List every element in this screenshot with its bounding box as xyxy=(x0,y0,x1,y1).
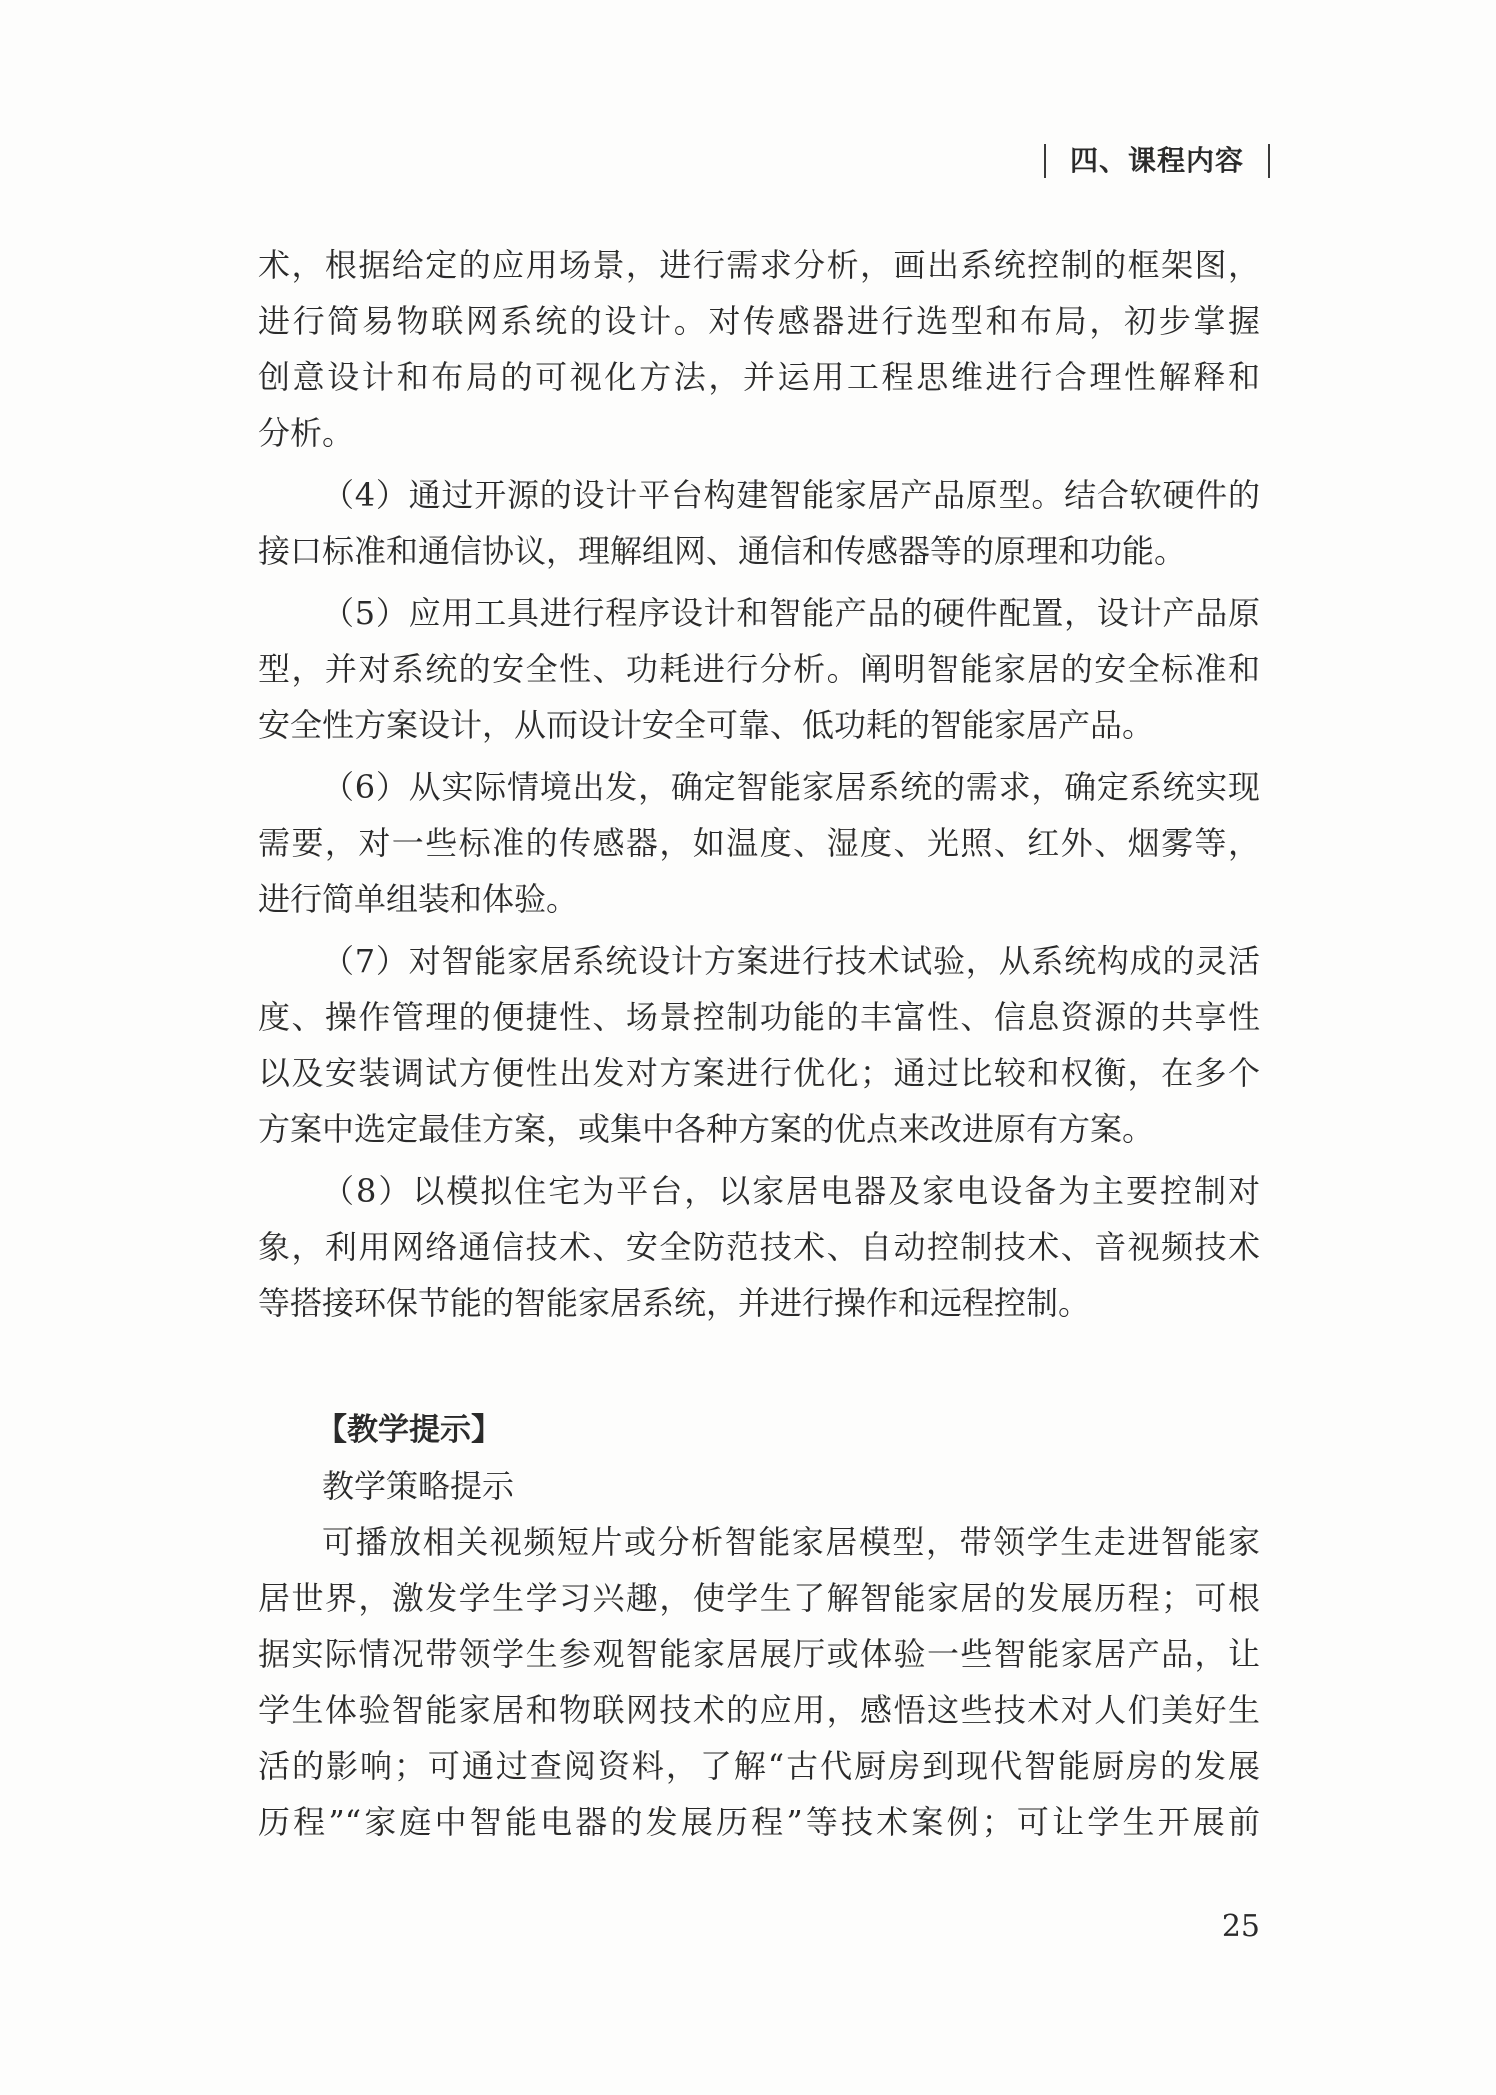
text-line: 历程”“家庭中智能电器的发展历程”等技术案例；可让学生开展前 xyxy=(258,1803,1260,1841)
text-line: 需要，对一些标准的传感器，如温度、湿度、光照、红外、烟雾等， xyxy=(258,824,1260,862)
text-line: 术，根据给定的应用场景，进行需求分析，画出系统控制的框架图， xyxy=(258,246,1260,284)
text-line: 创意设计和布局的可视化方法，并运用工程思维进行合理性解释和 xyxy=(258,358,1260,396)
text-line: （6）从实际情境出发，确定智能家居系统的需求，确定系统实现 xyxy=(322,768,1260,806)
paragraph-item-8 xyxy=(258,1163,1260,1331)
text-line: 象，利用网络通信技术、安全防范技术、自动控制技术、音视频技术 xyxy=(258,1228,1260,1266)
teaching-tips-section xyxy=(258,1402,1260,1850)
text-line: 活的影响；可通过查阅资料，了解“古代厨房到现代智能厨房的发展 xyxy=(258,1747,1260,1785)
header-left-divider xyxy=(1044,144,1046,178)
text-line: 可播放相关视频短片或分析智能家居模型，带领学生走进智能家 xyxy=(322,1523,1260,1561)
text-line: （5）应用工具进行程序设计和智能产品的硬件配置，设计产品原 xyxy=(322,594,1260,632)
paragraph-item-6 xyxy=(258,759,1260,927)
text-line: 学生体验智能家居和物联网技术的应用，感悟这些技术对人们美好生 xyxy=(258,1691,1260,1729)
text-line: 进行简易物联网系统的设计。对传感器进行选型和布局，初步掌握 xyxy=(258,302,1260,340)
text-line: 安全性方案设计，从而设计安全可靠、低功耗的智能家居产品。 xyxy=(258,706,1155,744)
section-subheading: 教学策略提示 xyxy=(322,1467,515,1505)
text-line: 接口标准和通信协议，理解组网、通信和传感器等的原理和功能。 xyxy=(258,532,1187,570)
paragraph-item-5 xyxy=(258,585,1260,753)
text-line: 据实际情况带领学生参观智能家居展厅或体验一些智能家居产品，让 xyxy=(258,1635,1260,1673)
text-line: 度、操作管理的便捷性、场景控制功能的丰富性、信息资源的共享性 xyxy=(258,998,1260,1036)
section-title: 四、课程内容 xyxy=(1069,144,1244,177)
text-line: （7）对智能家居系统设计方案进行技术试验，从系统构成的灵活 xyxy=(322,942,1260,980)
text-line: 进行简单组装和体验。 xyxy=(258,880,579,918)
page-number: 25 xyxy=(1221,1909,1260,1944)
header-right-divider xyxy=(1268,144,1270,178)
text-line: 以及安装调试方便性出发对方案进行优化；通过比较和权衡，在多个 xyxy=(258,1054,1260,1092)
text-line: （4）通过开源的设计平台构建智能家居产品原型。结合软硬件的 xyxy=(322,476,1260,514)
text-line: 分析。 xyxy=(258,414,355,452)
running-header xyxy=(1044,143,1270,179)
text-line: 居世界，激发学生学习兴趣，使学生了解智能家居的发展历程；可根 xyxy=(258,1579,1260,1617)
paragraph-item-7 xyxy=(258,933,1260,1157)
section-heading: 【教学提示】 xyxy=(316,1412,502,1448)
text-line: 型，并对系统的安全性、功耗进行分析。阐明智能家居的安全标准和 xyxy=(258,650,1260,688)
paragraph-item-4 xyxy=(258,467,1260,579)
body-text xyxy=(258,237,1260,1331)
text-line: 方案中选定最佳方案，或集中各种方案的优点来改进原有方案。 xyxy=(258,1110,1155,1148)
text-line: （8）以模拟住宅为平台，以家居电器及家电设备为主要控制对 xyxy=(322,1172,1260,1210)
text-line: 等搭接环保节能的智能家居系统，并进行操作和远程控制。 xyxy=(258,1284,1091,1322)
teaching-strategy-paragraph xyxy=(258,1514,1260,1850)
paragraph-continuation xyxy=(258,237,1260,461)
